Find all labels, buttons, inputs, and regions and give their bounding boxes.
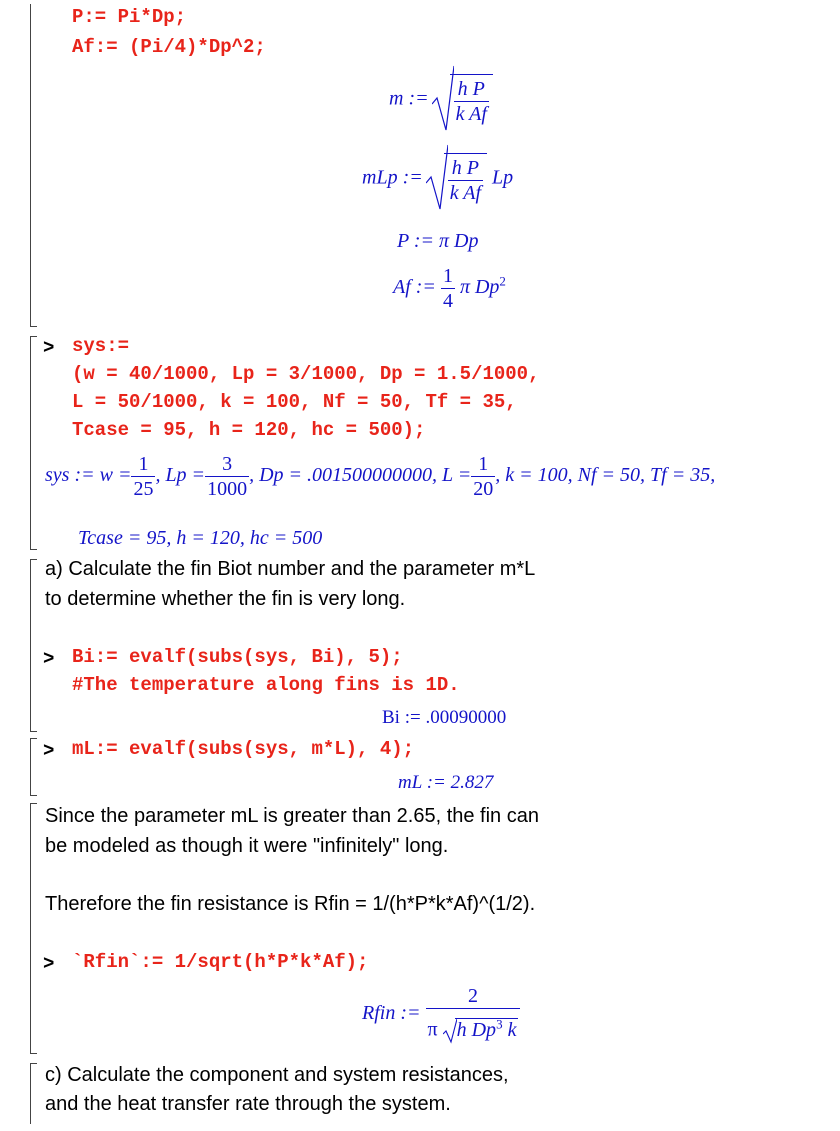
frac-numerator: h P	[457, 78, 485, 100]
group-bracket-end	[30, 723, 37, 732]
m-label: m :=	[389, 87, 429, 110]
group-bracket-end	[30, 787, 37, 796]
text-line: and the heat transfer rate through the system.	[45, 1093, 451, 1115]
frac-denominator: k Af	[449, 182, 482, 204]
prompt: >	[43, 953, 55, 975]
code-line[interactable]: sys:=	[72, 335, 130, 357]
text-line: Therefore the fin resistance is Rfin = 1/(h*P*k*Af)^(1/2).	[45, 893, 536, 915]
mlp-label: mLp :=	[362, 166, 423, 189]
text-line: a) Calculate the fin Biot number and the parameter m*L	[45, 558, 536, 580]
code-line[interactable]: `Rfin`:= 1/sqrt(h*P*k*Af);	[72, 951, 369, 973]
group-bracket	[30, 803, 37, 1054]
prompt: >	[43, 740, 55, 762]
text-line: to determine whether the fin is very long.	[45, 588, 406, 610]
ml-output: mL := 2.827	[398, 772, 494, 793]
rfin-label: Rfin :=	[362, 1001, 421, 1024]
pi-dp: π Dp	[459, 276, 500, 299]
frac-numerator: h P	[451, 157, 479, 179]
p-expression: P := π Dp	[397, 230, 479, 252]
output-rfin	[362, 984, 520, 1045]
frac-denominator: 25	[133, 478, 154, 500]
group-bracket	[30, 559, 37, 732]
frac-numerator: 1	[471, 452, 495, 477]
rfin-h-dp: h Dp	[456, 1018, 497, 1041]
code-line[interactable]: P:= Pi*Dp;	[72, 6, 187, 28]
sys-line2: Tcase = 95, h = 120, hc = 500	[78, 527, 323, 549]
sys-rest: , k = 100, Nf = 50, Tf = 35,	[495, 464, 716, 487]
group-bracket	[30, 1063, 37, 1124]
text-line: c) Calculate the component and system resistances,	[45, 1064, 509, 1086]
frac-denominator: 4	[442, 290, 453, 312]
group-bracket	[30, 336, 37, 550]
af-label: Af :=	[393, 276, 436, 299]
output-p	[397, 230, 478, 253]
frac-numerator: 1	[131, 452, 155, 477]
prompt: >	[43, 337, 55, 359]
exponent: 2	[499, 273, 506, 289]
exponent: 3	[496, 1016, 503, 1031]
code-line[interactable]: Bi:= evalf(subs(sys, Bi), 5);	[72, 646, 403, 668]
text-line: be modeled as though it were "infinitely" long.	[45, 835, 449, 857]
group-bracket-end	[30, 1045, 37, 1054]
code-line[interactable]: #The temperature along fins is 1D.	[72, 674, 460, 696]
output-ml	[398, 772, 493, 794]
code-line[interactable]: Tcase = 95, h = 120, hc = 500);	[72, 419, 426, 441]
output-mlp	[362, 143, 513, 215]
output-sys	[45, 452, 715, 501]
prompt: >	[43, 648, 55, 670]
code-line[interactable]: (w = 40/1000, Lp = 3/1000, Dp = 1.5/1000,	[72, 363, 540, 385]
rfin-k: k	[502, 1018, 517, 1041]
output-m	[389, 64, 493, 136]
frac-numerator: 1	[442, 265, 453, 287]
group-bracket	[30, 4, 31, 326]
code-line[interactable]: Af:= (Pi/4)*Dp^2;	[72, 36, 266, 58]
output-bi: Bi := .00090000	[382, 707, 507, 728]
frac-numerator: 2	[426, 984, 521, 1009]
text-line: Since the parameter mL is greater than 2.65, the fin can	[45, 805, 539, 827]
code-line[interactable]: mL:= evalf(subs(sys, m*L), 4);	[72, 738, 415, 760]
sys-label: sys := w =	[45, 464, 132, 487]
frac-numerator: 3	[205, 452, 249, 477]
group-bracket-end	[30, 318, 37, 327]
frac-denominator: 20	[473, 478, 494, 500]
lp-label: Lp	[492, 166, 514, 189]
output-af	[393, 264, 506, 313]
sys-dp: , Dp = .001500000000, L =	[249, 464, 472, 487]
frac-denominator: 1000	[207, 478, 248, 500]
sys-lp: , Lp =	[155, 464, 206, 487]
code-line[interactable]: L = 50/1000, k = 100, Nf = 50, Tf = 35,	[72, 391, 517, 413]
frac-denominator: k Af	[455, 103, 487, 125]
pi-symbol: π	[427, 1018, 438, 1041]
group-bracket-end	[30, 541, 37, 550]
output-sys-line2	[78, 527, 322, 550]
